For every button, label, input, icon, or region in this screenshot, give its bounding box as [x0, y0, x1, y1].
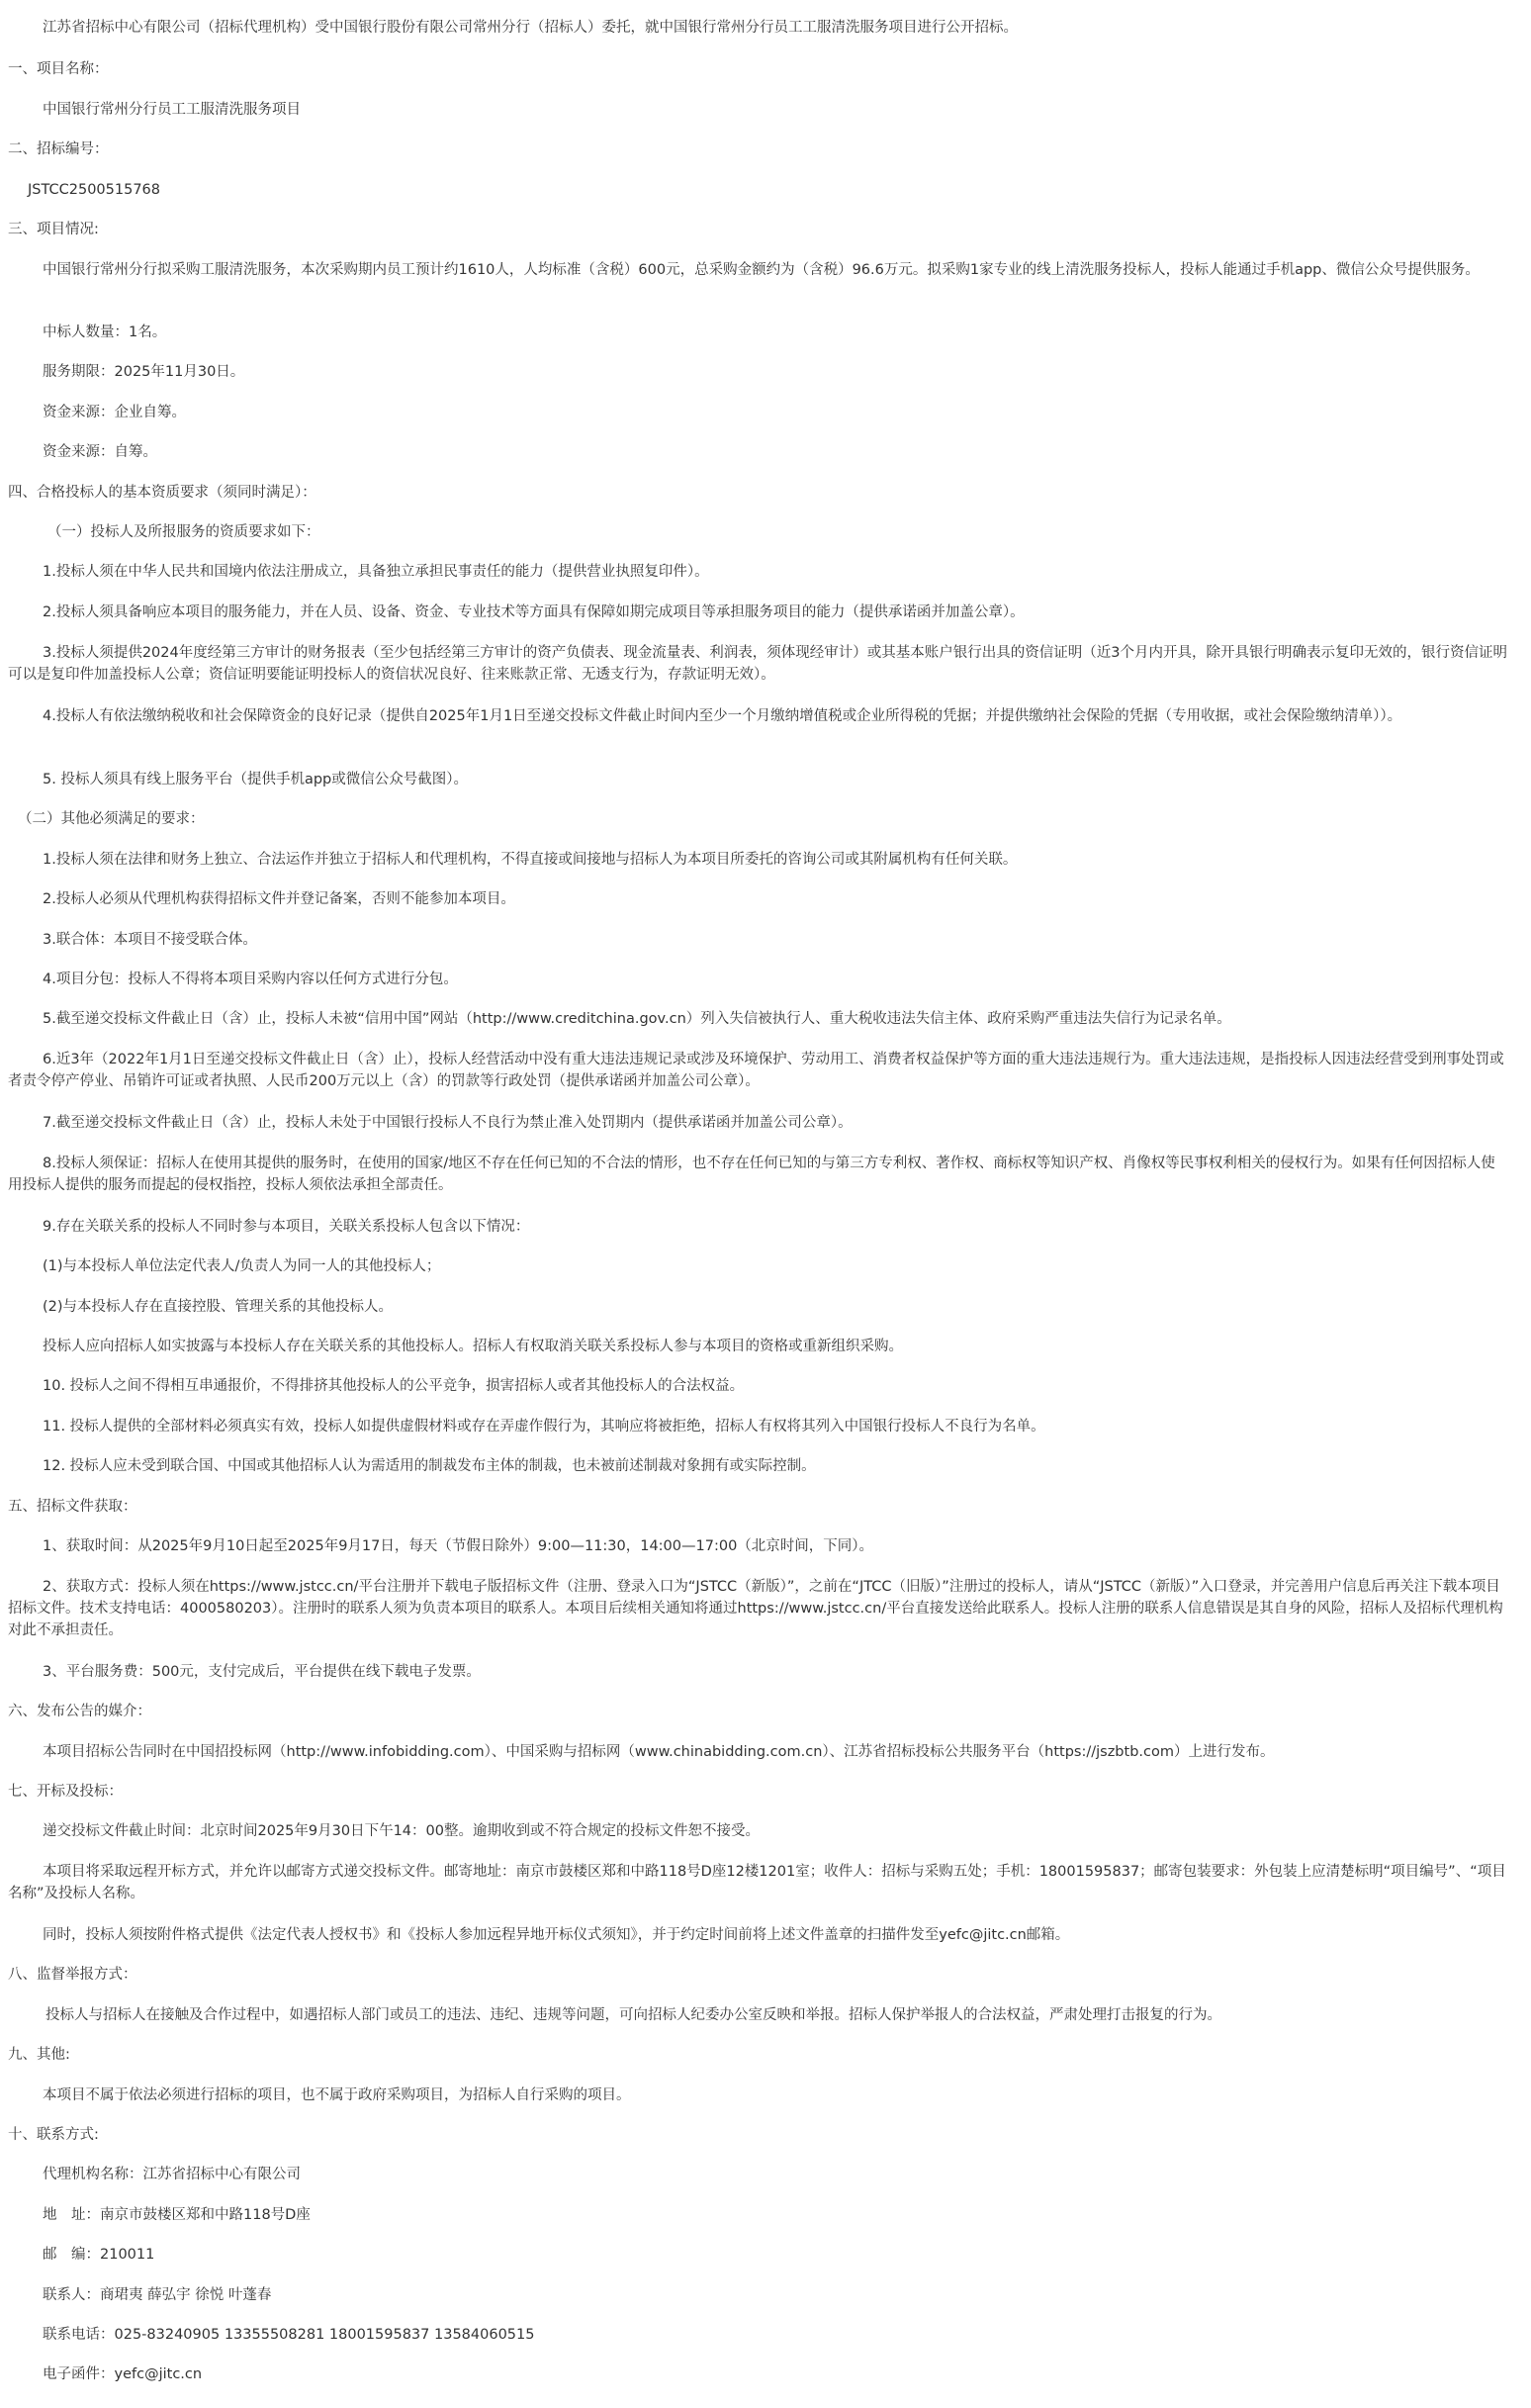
section-3-heading: 三、项目情况: [8, 222, 99, 237]
qualification-item: 3.投标人须提供2024年度经第三方审计的财务报表（至少包括经第三方审计的资产负债表、现金流量表、利润表，须体现经审计）或其基本账户银行出具的资信证明（近3个月内开具，除开具银行明确表示复印无效的，银行资信证明可以是复印件加盖投标人公章；资信证明要能证明投标人的资信状况良好、往来账款正常、无透支行为，存款证明无效）。 [8, 645, 1507, 683]
submission-deadline: 递交投标文件截止时间：北京时间2025年9月30日下午14：00整。逾期收到或不符合规定的投标文件恕不接受。 [43, 1823, 760, 1839]
qualification-item: 4.投标人有依法缴纳税收和社会保障资金的良好记录（提供自2025年1月1日至递交投标文件截止时间内至少一个月缴纳增值税或企业所得税的凭据；并提供缴纳社会保险的凭据（专用收据，或社会保险缴纳清单））。 [43, 708, 1402, 724]
subsection-other-requirements: （二）其他必须满足的要求： [18, 811, 205, 827]
other-info: 本项目不属于依法必须进行招标的项目，也不属于政府采购项目，为招标人自行采购的项目。 [43, 2087, 631, 2103]
requirement-item: 6.近3年（2022年1月1日至递交投标文件截止日（含）止），投标人经营活动中没有重大违法违规记录或涉及环境保护、劳动用工、消费者权益保护等方面的重大违法违规行为。重大违法违规，是指投标人因违法经营受到刑事处罚或者责令停产停业、吊销许可证或者执照、人民币200万元以上（含）的罚款等行政处罚（提供承诺函并加盖公司公章）。 [8, 1052, 1504, 1089]
intro-paragraph: 江苏省招标中心有限公司（招标代理机构）受中国银行股份有限公司常州分行（招标人）委托，就中国银行常州分行员工工服清洗服务项目进行公开招标。 [43, 20, 1018, 36]
subsection-qualification: （一）投标人及所报服务的资质要求如下： [47, 524, 320, 540]
section-6-heading: 六、发布公告的媒介： [8, 1704, 151, 1719]
agency-name: 代理机构名称：江苏省招标中心有限公司 [43, 2167, 301, 2182]
remote-opening-info: 本项目将采取远程开标方式，并允许以邮寄方式递交投标文件。邮寄地址：南京市鼓楼区郑和中路118号D座12楼1201室；收件人：招标与采购五处；手机：18001595837；邮寄包装要求：外包装上应清楚标明“项目编号”、“项目名称”及投标人名称。 [8, 1864, 1506, 1901]
requirement-subitem: (2)与本投标人存在直接控股、管理关系的其他投标人。 [43, 1299, 394, 1315]
requirement-item: 10. 投标人之间不得相互串通报价，不得排挤其他投标人的公平竞争，损害招标人或者其他投标人的合法权益。 [43, 1378, 745, 1394]
requirement-subitem: 投标人应向招标人如实披露与本投标人存在关联关系的其他投标人。招标人有权取消关联关系投标人参与本项目的资格或重新组织采购。 [43, 1339, 903, 1354]
document-acquisition-method: 2、获取方式：投标人须在https://www.jstcc.cn/平台注册并下载电子版招标文件（注册、登录入口为“JSTCC（新版）”，之前在“JTCC（旧版）”注册过的投标人，请从“JSTCC（新版）”入口登录，并完善用户信息后再关注下载本项目招标文件。技术支持电话：4000580203）。注册时的联系人须为负责本项目的联系人。本项目后续相关通知将通过https://www.jstcc.cn/平台直接发送给此联系人。投标人注册的联系人信息错误是其自身的风险，招标人及招标代理机构对此不承担责任。 [8, 1579, 1503, 1638]
contact-persons: 联系人：商珺夷 薛弘宇 徐悦 叶蓬春 [43, 2287, 272, 2303]
requirement-item: 3.联合体：本项目不接受联合体。 [43, 932, 257, 948]
supervision-info: 投标人与招标人在接触及合作过程中，如遇招标人部门或员工的违法、违纪、违规等问题，可向招标人纪委办公室反映和举报。招标人保护举报人的合法权益，严肃处理打击报复的行为。 [45, 2007, 1221, 2023]
section-8-heading: 八、监督举报方式： [8, 1967, 137, 1983]
section-1-heading: 一、项目名称： [8, 61, 109, 77]
requirement-item: 9.存在关联关系的投标人不同时参与本项目，关联关系投标人包含以下情况： [43, 1219, 530, 1235]
agency-address: 地 址：南京市鼓楼区郑和中路118号D座 [43, 2207, 311, 2223]
section-5-heading: 五、招标文件获取： [8, 1499, 137, 1515]
platform-fee: 3、平台服务费：500元，支付完成后，平台提供在线下载电子发票。 [43, 1664, 481, 1680]
section-9-heading: 九、其他: [8, 2047, 70, 2063]
requirement-item: 11. 投标人提供的全部材料必须真实有效，投标人如提供虚假材料或存在弄虚作假行为，其响应将被拒绝，招标人有权将其列入中国银行投标人不良行为名单。 [43, 1419, 1045, 1435]
tender-code: JSTCC2500515768 [28, 182, 160, 198]
requirement-item: 4.项目分包：投标人不得将本项目采购内容以任何方式进行分包。 [43, 972, 458, 987]
qualification-item: 1.投标人须在中华人民共和国境内依法注册成立，具备独立承担民事责任的能力（提供营业执照复印件）。 [43, 564, 709, 580]
project-description: 中国银行常州分行拟采购工服清洗服务，本次采购期内员工预计约1610人，人均标准（含税）600元，总采购金额约为（含税）96.6万元。拟采购1家专业的线上清洗服务投标人，投标人能通过手机app、微信公众号提供服务。 [43, 262, 1480, 278]
contact-email: 电子函件：yefc@jitc.cn [43, 2366, 203, 2382]
publication-media: 本项目招标公告同时在中国招投标网（http://www.infobidding.com）、中国采购与招标网（www.chinabidding.com.cn）、江苏省招标投标公共服务平台（https://jszbtb.com）上进行发布。 [43, 1744, 1275, 1760]
fund-source-1: 资金来源：企业自筹。 [43, 405, 186, 420]
requirement-subitem: (1)与本投标人单位法定代表人/负责人为同一人的其他投标人； [43, 1258, 441, 1274]
section-4-heading: 四、合格投标人的基本资质要求（须同时满足）： [8, 485, 316, 501]
requirement-item: 5.截至递交投标文件截止日（含）止，投标人未被“信用中国”网站（http://www.creditchina.gov.cn）列入失信被执行人、重大税收违法失信主体、政府采购严重违法失信行为记录名单。 [43, 1011, 1231, 1027]
project-name: 中国银行常州分行员工工服清洗服务项目 [43, 102, 301, 118]
requirement-item: 2.投标人必须从代理机构获得招标文件并登记备案，否则不能参加本项目。 [43, 891, 515, 907]
qualification-item: 2.投标人须具备响应本项目的服务能力，并在人员、设备、资金、专业技术等方面具有保障如期完成项目等承担服务项目的能力（提供承诺函并加盖公章）。 [43, 604, 1025, 620]
service-period: 服务期限：2025年11月30日。 [43, 364, 245, 380]
section-7-heading: 七、开标及投标： [8, 1784, 123, 1800]
qualification-item: 5. 投标人须具有线上服务平台（提供手机app或微信公众号截图）。 [43, 772, 468, 787]
requirement-item: 7.截至递交投标文件截止日（含）止，投标人未处于中国银行投标人不良行为禁止准入处罚期内（提供承诺函并加盖公司公章）。 [43, 1115, 853, 1131]
document-acquisition-time: 1、获取时间：从2025年9月10日起至2025年9月17日，每天（节假日除外）9:00—11:30，14:00—17:00（北京时间，下同）。 [43, 1538, 874, 1554]
postcode: 邮 编：210011 [43, 2247, 155, 2263]
contact-phones: 联系电话：025-83240905 13355508281 18001595837 13584060515 [43, 2327, 535, 2343]
requirement-item: 8.投标人须保证：招标人在使用其提供的服务时，在使用的国家/地区不存在任何已知的不合法的情形，也不存在任何已知的与第三方专利权、著作权、商标权等知识产权、肖像权等民事权利相关的侵权行为。如果有任何因招标人使用投标人提供的服务而提起的侵权指控，投标人须依法承担全部责任。 [8, 1156, 1495, 1193]
section-10-heading: 十、联系方式: [8, 2127, 99, 2143]
requirement-item: 12. 投标人应未受到联合国、中国或其他招标人认为需适用的制裁发布主体的制裁，也未被前述制裁对象拥有或实际控制。 [43, 1458, 816, 1474]
section-2-heading: 二、招标编号： [8, 141, 109, 157]
winner-count: 中标人数量：1名。 [43, 324, 167, 340]
requirement-item: 1.投标人须在法律和财务上独立、合法运作并独立于招标人和代理机构，不得直接或间接地与招标人为本项目所委托的咨询公司或其附属机构有任何关联。 [43, 852, 1018, 868]
authorization-requirement: 同时，投标人须按附件格式提供《法定代表人授权书》和《投标人参加远程异地开标仪式须知》，并于约定时间前将上述文件盖章的扫描件发至yefc@jitc.cn邮箱。 [43, 1927, 1070, 1943]
fund-source-2: 资金来源：自筹。 [43, 444, 157, 460]
